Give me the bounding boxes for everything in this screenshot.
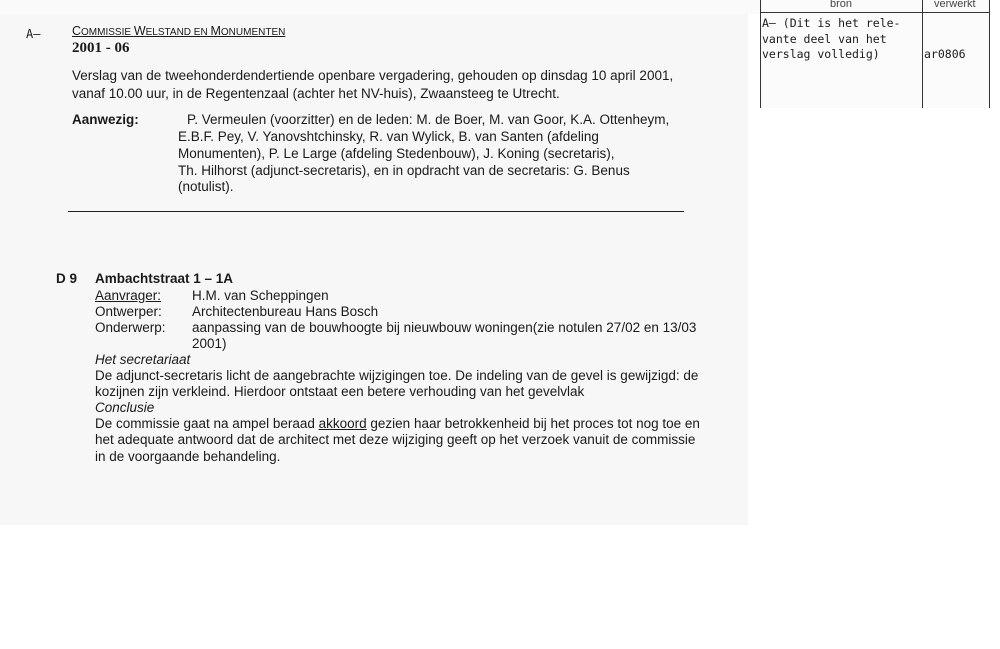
table-header-source: bron bbox=[830, 0, 853, 10]
table-border bbox=[989, 0, 990, 108]
committee-title: COMMISSIE WELSTAND EN MONUMENTEN bbox=[72, 24, 286, 38]
item-subject: Ambachtstraat 1 – 1A bbox=[95, 271, 234, 286]
secretariat-text: kozijnen zijn verkleind. Hierdoor ontstaat een betere verhouding van het gevelvlak bbox=[95, 384, 585, 399]
table-border bbox=[922, 0, 923, 108]
applicant-label: Aanvrager: bbox=[95, 288, 162, 303]
attendance-line: Th. Hilhorst (adjunct-secretaris), en in opdracht van de secretaris: G. Benus bbox=[178, 163, 630, 178]
intro-line-2: vanaf 10.00 uur, in de Regentenzaal (achter het NV-huis), Zwaansteeg te Utrecht. bbox=[72, 86, 560, 101]
topic-label: Onderwerp: bbox=[95, 320, 166, 335]
secretariat-text: De adjunct-secretaris licht de aangebrachte wijzigingen toe. De indeling van de gevel is gewijzigd: de bbox=[95, 368, 699, 383]
attendance-line: (notulist). bbox=[178, 179, 234, 194]
table-source-line: A– (Dit is het rele- bbox=[762, 16, 901, 30]
table-processed-value: ar0806 bbox=[924, 47, 966, 61]
attendance-line: Monumenten), P. Le Large (afdeling Stedenbouw), J. Koning (secretaris), bbox=[178, 146, 615, 161]
section-divider bbox=[68, 211, 684, 212]
conclusion-text: het adequate antwoord dat de architect met deze wijziging geeft op het verzoek vanuit de commissie bbox=[95, 432, 696, 447]
conclusion-heading: Conclusie bbox=[95, 400, 155, 415]
attendance-label: Aanwezig: bbox=[72, 112, 139, 127]
designer-label: Ontwerper: bbox=[95, 304, 162, 319]
table-source-line: vante deel van het bbox=[762, 32, 887, 46]
table-border bbox=[760, 0, 761, 108]
topic-value-cont: 2001) bbox=[192, 336, 227, 351]
designer-value: Architectenbureau Hans Bosch bbox=[192, 304, 379, 319]
secretariat-heading: Het secretariaat bbox=[95, 352, 191, 367]
scan-top-strip bbox=[0, 0, 760, 14]
table-source-line: verslag volledig) bbox=[762, 47, 880, 61]
table-header-rule bbox=[760, 12, 990, 13]
applicant-value: H.M. van Scheppingen bbox=[192, 288, 329, 303]
item-code: D 9 bbox=[56, 271, 78, 286]
conclusion-text: De commissie gaat na ampel beraad akkoord gezien haar betrokkenheid bij het proces tot nog toe en bbox=[95, 416, 700, 431]
meeting-number: 2001 - 06 bbox=[72, 40, 130, 56]
conclusion-text: in de voorgaande behandeling. bbox=[95, 449, 281, 464]
topic-value: aanpassing van de bouwhoogte bij nieuwbouw woningen(zie notulen 27/02 en 13/03 bbox=[192, 320, 697, 335]
margin-mark: A– bbox=[26, 27, 41, 41]
table-header-processed: verwerkt bbox=[934, 0, 976, 10]
intro-line-1: Verslag van de tweehonderdendertiende openbare vergadering, gehouden op dinsdag 10 april 2001, bbox=[72, 68, 674, 83]
attendance-line: P. Vermeulen (voorzitter) en de leden: M. de Boer, M. van Goor, K.A. Ottenheym, bbox=[187, 112, 670, 127]
attendance-line: E.B.F. Pey, V. Yanovshtchinsky, R. van Wylick, B. van Santen (afdeling bbox=[178, 129, 599, 144]
